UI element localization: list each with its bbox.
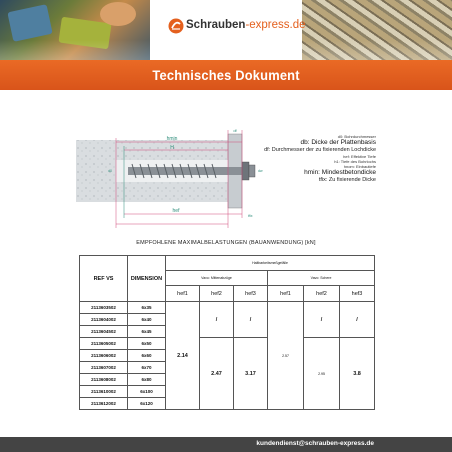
- dim-cell: 6x70: [128, 362, 166, 374]
- slash-tension-hef3: /: [234, 302, 268, 338]
- slash-shear-hef3: /: [340, 302, 375, 338]
- label-hef: hef: [172, 208, 180, 214]
- value-tension-hef3: 3.17: [234, 338, 268, 410]
- dim-cell: 6x45: [128, 326, 166, 338]
- value-shear-hef1: 2.57: [268, 302, 304, 410]
- header-hef2-shear: hef2: [304, 286, 340, 302]
- legend-h1: h1: Tiefe des Bohrlochs: [334, 159, 376, 164]
- legend-d0: d0: Bohrdurchmesser: [337, 134, 376, 139]
- header-shear: Vavo: Schere: [268, 271, 375, 286]
- legend-db: db: Dicke der Plattenbasis: [300, 139, 376, 146]
- label-h: H: [170, 145, 174, 151]
- label-hmin: hmin: [166, 136, 178, 142]
- label-d0: d0: [108, 169, 112, 173]
- dim-cell: 6x100: [128, 386, 166, 398]
- value-tension-hef2: 2.47: [200, 338, 234, 410]
- dim-cell: 6x60: [128, 350, 166, 362]
- slash-shear-hef2: /: [304, 302, 340, 338]
- diagram-legend: [200, 134, 376, 184]
- header-hef3: hef3: [234, 286, 268, 302]
- header-hef1: hef1: [166, 286, 200, 302]
- document-title: Technisches Dokument: [152, 67, 300, 83]
- dim-cell: 6x80: [128, 374, 166, 386]
- label-tfix: tfix: [248, 214, 253, 218]
- ref-cell: 2113607002: [80, 362, 128, 374]
- legend-hnom: hnom: Einbautiefe: [343, 164, 376, 169]
- ref-cell: 2113606002: [80, 350, 128, 362]
- header-dimension: DIMENSION: [128, 256, 166, 302]
- ref-cell: 2113604002: [80, 314, 128, 326]
- header-hef1-shear: hef1: [268, 286, 304, 302]
- ref-cell: 2113605002: [80, 338, 128, 350]
- logo-icon: [168, 18, 184, 34]
- ref-cell: 2113612002: [80, 398, 128, 410]
- ref-cell: 2113610002: [80, 386, 128, 398]
- load-table: [79, 255, 375, 410]
- value-shear-hef2: 2.95: [304, 338, 340, 410]
- ref-cell: 2113603502: [80, 302, 128, 314]
- header-group: Haltbarkeitsmeßgefälle: [166, 256, 375, 271]
- legend-tfix: tfix: Zu fixierende Dicke: [318, 177, 376, 184]
- logo-text[interactable]: Schrauben-express.de: [186, 19, 306, 31]
- label-dw: dw: [258, 169, 263, 173]
- dim-cell: 6x50: [128, 338, 166, 350]
- dim-cell: 6x35: [128, 302, 166, 314]
- header-tension: Vavo: Mittenabzüge: [166, 271, 268, 286]
- header-banner: [0, 0, 452, 60]
- footer-email-link[interactable]: kundendienst@schrauben-express.de: [256, 440, 374, 447]
- ref-cell: 2113604502: [80, 326, 128, 338]
- legend-hmin: hmin: Mindestbetondicke: [304, 169, 376, 176]
- dim-cell: 6x120: [128, 398, 166, 410]
- legend-df: df: Durchmesser der zu fixierenden Lochdicke: [264, 147, 376, 154]
- header-hef2: hef2: [200, 286, 234, 302]
- header-hef3-shear: hef3: [340, 286, 375, 302]
- legend-hef: hef: Effektive Tiefe: [343, 154, 376, 159]
- footer-bar: [0, 437, 452, 452]
- ref-cell: 2113608002: [80, 374, 128, 386]
- label-df: df: [233, 128, 237, 133]
- document-title-bar: [0, 60, 452, 90]
- header-ref: REF VS: [80, 256, 128, 302]
- dim-cell: 6x40: [128, 314, 166, 326]
- value-shear-hef3: 3.8: [340, 338, 375, 410]
- table-title: EMPFOHLENE MAXIMALBELASTUNGEN (BAUANWENDUNG) [kN]: [136, 240, 316, 246]
- slash-tension-hef2: /: [200, 302, 234, 338]
- value-tension-hef1: 2.14: [166, 302, 200, 410]
